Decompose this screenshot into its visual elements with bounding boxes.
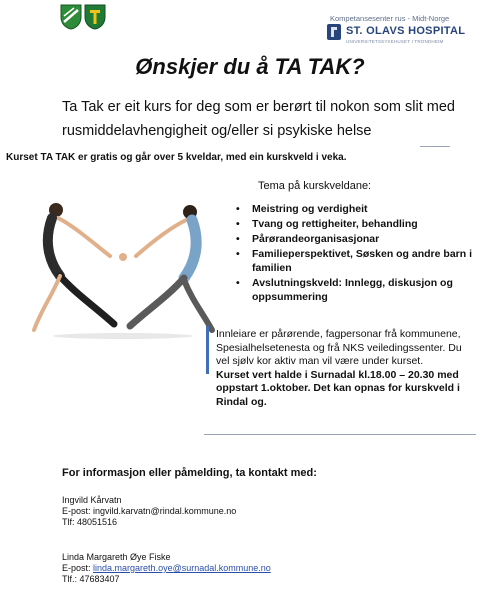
list-item: • Meistring og verdigheit: [236, 203, 368, 215]
divider: [204, 434, 476, 435]
info-accent-bar: [206, 326, 209, 374]
intro-text: Ta Tak er eit kurs for deg som er berørt til nokon som slit med rusmiddelavhengigheit og/eller si psykiske helse: [62, 99, 455, 139]
contact-heading: For informasjon eller påmelding, ta kontakt med:: [62, 467, 317, 479]
hospital-subtitle: UNIVERSITETSSYKEHUSET I TRONDHEIM: [346, 39, 444, 44]
list-item: • Avslutningskveld: Innlegg, diskusjon og oppsummering: [236, 277, 453, 303]
dancers-heart-image: [14, 190, 232, 340]
topics-list: [236, 202, 476, 305]
list-item: • Pårørandeorganisasjonar: [236, 233, 380, 245]
divider: [420, 146, 450, 147]
bullet-icon: •: [236, 233, 240, 245]
contact-phone: 47683407: [79, 574, 120, 584]
contact-email-link[interactable]: linda.margareth.oye@surnadal.kommune.no: [93, 563, 271, 573]
bullet-icon: •: [236, 248, 240, 260]
info-box: [216, 328, 478, 409]
bullet-icon: •: [236, 203, 240, 215]
topics-heading: Tema på kurskveldane:: [258, 180, 372, 192]
contact-name: Linda Margareth Øye Fiske: [62, 552, 171, 562]
org-line: Kompetansesenter rus - Midt-Norge: [330, 14, 450, 23]
contact-card: Ingvild Kårvatn E-post: ingvild.karvatn@rindal.kommune.no Tlf: 48051516: [62, 495, 237, 527]
contact-phone: 48051516: [77, 517, 118, 527]
rindal-crest-icon: [60, 4, 82, 30]
contact-email[interactable]: ingvild.karvatn@rindal.kommune.no: [93, 506, 237, 516]
page-title: Ønskjer du å TA TAK?: [135, 54, 365, 79]
surnadal-crest-icon: [84, 4, 106, 30]
info-schedule: Kurset vert halde i Surnadal kl.18.00 – 20.30 med oppstart 1.oktober. Det kan opnas for kurskveld i Rindal og.: [216, 368, 460, 408]
course-summary: Kurset TA TAK er gratis og går over 5 kveldar, med ein kurskveld i veka.: [6, 152, 347, 163]
hospital-name: ST. OLAVS HOSPITAL: [346, 25, 466, 37]
list-item: • Tvang og rettigheiter, behandling: [236, 218, 418, 230]
contact-card: Linda Margareth Øye Fiske E-post: linda.margareth.oye@surnadal.kommune.no Tlf.: 47683407: [62, 552, 271, 584]
info-text: Innleiare er pårørende, fagpersonar frå kommunene, Spesialhelsetenesta og frå NKS veiledingssenter. Du vel sjølv kor aktiv man vil være under kurset.: [216, 328, 462, 367]
st-olavs-logo-icon: [326, 23, 342, 41]
contact-name: Ingvild Kårvatn: [62, 495, 122, 505]
bullet-icon: •: [236, 277, 240, 289]
list-item: • Familieperspektivet, Søsken og andre barn i familien: [236, 248, 472, 274]
bullet-icon: •: [236, 218, 240, 230]
